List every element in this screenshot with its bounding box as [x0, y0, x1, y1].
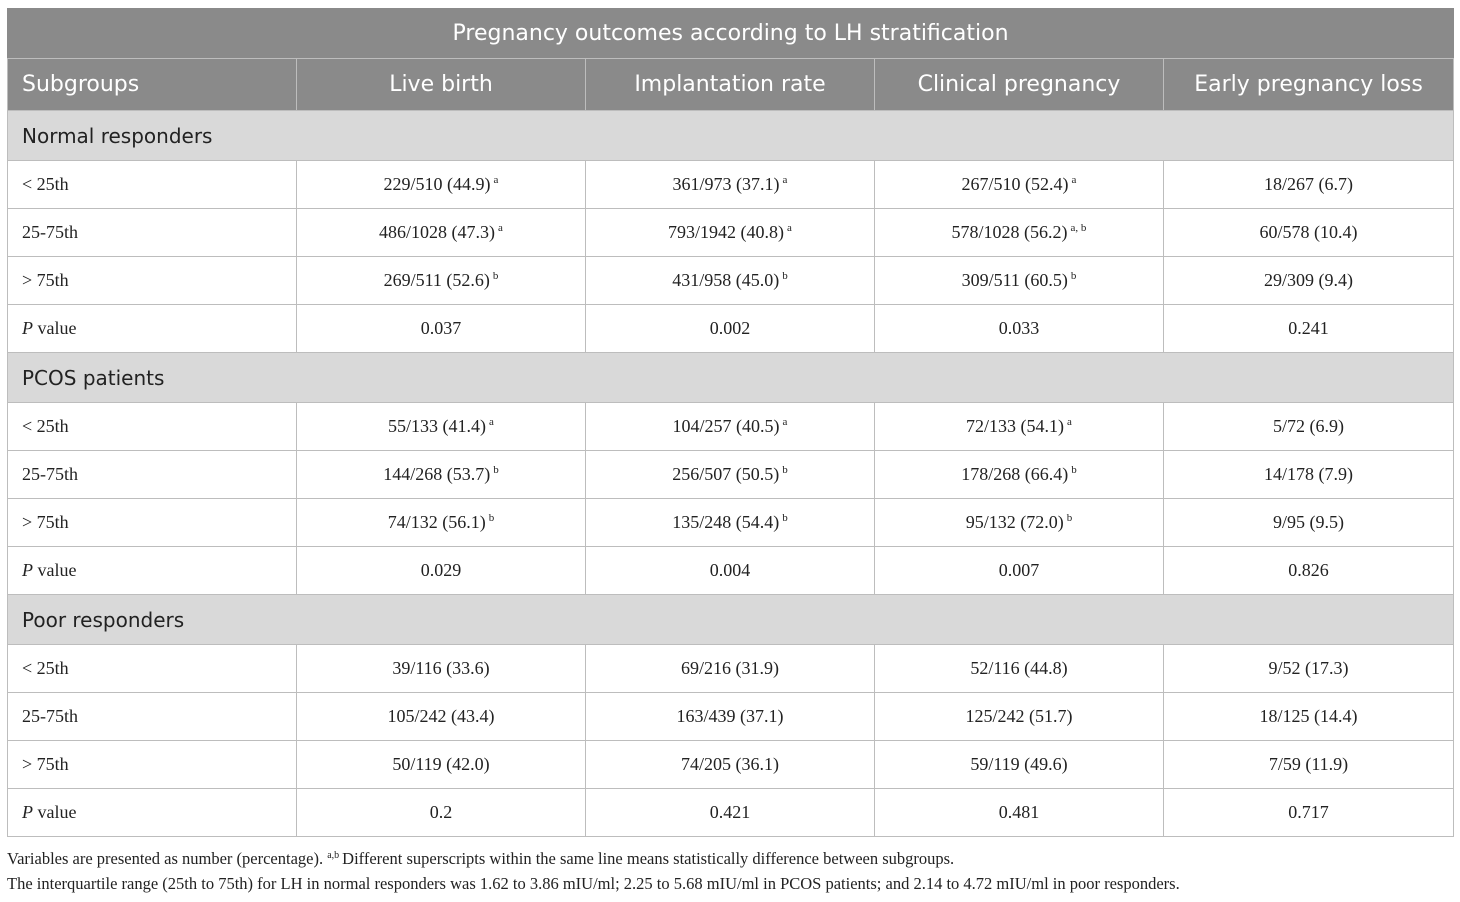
table-cell [1164, 257, 1454, 305]
table-cell [875, 451, 1164, 499]
table-cell [297, 645, 586, 693]
row-label: < 25th [8, 645, 297, 693]
row-label: < 25th [8, 161, 297, 209]
table-cell [297, 499, 586, 547]
cell-value: 9/95 (9.5) [1273, 512, 1345, 532]
cell-superscript: b [782, 512, 788, 524]
cell-value: 95/132 (72.0) [965, 512, 1064, 532]
p-value-cell: 0.037 [297, 305, 586, 353]
table-row [8, 209, 1454, 257]
p-value-row [8, 789, 1454, 837]
table-cell [297, 209, 586, 257]
p-value-cell: 0.717 [1164, 789, 1454, 837]
footnote-1-superscript: a,b [327, 849, 340, 861]
table-cell [297, 741, 586, 789]
table-row [8, 403, 1454, 451]
cell-value: 178/268 (66.4) [961, 464, 1069, 484]
table-cell [875, 693, 1164, 741]
table-cell [875, 741, 1164, 789]
table-cell [297, 693, 586, 741]
cell-superscript: a [782, 174, 788, 186]
section-label: Poor responders [8, 595, 1454, 645]
table-cell [1164, 403, 1454, 451]
column-header-clinical-pregnancy: Clinical pregnancy [875, 59, 1164, 111]
column-header-early-pregnancy-loss: Early pregnancy loss [1164, 59, 1454, 111]
table-row [8, 693, 1454, 741]
table-cell [586, 257, 875, 305]
table-title: Pregnancy outcomes according to LH stratification [8, 9, 1454, 59]
section-label: PCOS patients [8, 353, 1454, 403]
section-row [8, 353, 1454, 403]
p-value-label-rest: value [33, 318, 77, 338]
footnote-line-2: The interquartile range (25th to 75th) for LH in normal responders was 1.62 to 3.86 mIU/ml; 2.25 to 5.68 mIU/ml in PCOS patients; and 2.14 to 4.72 mIU/ml in poor responders. [7, 874, 1180, 893]
cell-superscript: b [1071, 464, 1077, 476]
p-value-cell: 0.002 [586, 305, 875, 353]
table-cell [297, 257, 586, 305]
cell-value: 60/578 (10.4) [1259, 222, 1358, 242]
p-value-row [8, 305, 1454, 353]
table-cell [586, 499, 875, 547]
table-title-row [8, 9, 1454, 59]
cell-value: 163/439 (37.1) [676, 706, 784, 726]
column-header-row [8, 59, 1454, 111]
column-header-implantation-rate: Implantation rate [586, 59, 875, 111]
cell-value: 18/125 (14.4) [1259, 706, 1358, 726]
cell-value: 578/1028 (56.2) [951, 222, 1068, 242]
cell-superscript: b [1066, 512, 1073, 524]
p-value-label-italic: P [22, 560, 33, 580]
cell-superscript: a [1071, 174, 1077, 186]
cell-superscript: a [782, 416, 788, 428]
p-value-cell: 0.029 [297, 547, 586, 595]
p-value-cell: 0.033 [875, 305, 1164, 353]
table-row [8, 499, 1454, 547]
cell-value: 55/133 (41.4) [388, 416, 487, 436]
cell-value: 69/216 (31.9) [681, 658, 779, 678]
cell-superscript: b [782, 464, 788, 476]
table-row [8, 161, 1454, 209]
row-label: > 75th [8, 499, 297, 547]
cell-value: 59/119 (49.6) [970, 754, 1068, 774]
table-cell [586, 403, 875, 451]
cell-superscript: a, b [1070, 222, 1087, 234]
column-header-subgroups: Subgroups [8, 59, 297, 111]
pregnancy-outcomes-table [7, 8, 1454, 837]
cell-superscript: b [492, 270, 499, 282]
cell-value: 9/52 (17.3) [1268, 658, 1349, 678]
cell-value: 74/205 (36.1) [681, 754, 779, 774]
table-cell [297, 161, 586, 209]
cell-value: 486/1028 (47.3) [379, 222, 496, 242]
cell-value: 793/1942 (40.8) [668, 222, 785, 242]
table-container [7, 8, 1453, 837]
table-cell [1164, 693, 1454, 741]
table-row [8, 257, 1454, 305]
cell-value: 74/132 (56.1) [387, 512, 486, 532]
cell-value: 7/59 (11.9) [1268, 754, 1349, 774]
table-cell [297, 451, 586, 499]
p-value-cell: 0.2 [297, 789, 586, 837]
p-value-row [8, 547, 1454, 595]
cell-value: 39/116 (33.6) [392, 658, 490, 678]
table-cell [875, 209, 1164, 257]
cell-value: 309/511 (60.5) [961, 270, 1068, 290]
table-cell [297, 403, 586, 451]
footnote-1-rest: Different superscripts within the same line means statistically difference between subgroups. [342, 849, 955, 868]
table-cell [1164, 451, 1454, 499]
table-cell [586, 645, 875, 693]
table-cell [875, 499, 1164, 547]
table-row [8, 451, 1454, 499]
table-row [8, 645, 1454, 693]
row-label: > 75th [8, 741, 297, 789]
p-value-label-italic: P [22, 802, 33, 822]
table-cell [586, 451, 875, 499]
row-label: > 75th [8, 257, 297, 305]
p-value-label [8, 547, 297, 595]
cell-value: 72/133 (54.1) [966, 416, 1065, 436]
section-row [8, 111, 1454, 161]
cell-value: 431/958 (45.0) [672, 270, 780, 290]
table-cell [586, 161, 875, 209]
cell-value: 144/268 (53.7) [383, 464, 491, 484]
cell-value: 50/119 (42.0) [392, 754, 490, 774]
cell-value: 256/507 (50.5) [672, 464, 780, 484]
cell-superscript: b [1070, 270, 1077, 282]
cell-superscript: a [489, 416, 494, 428]
cell-value: 52/116 (44.8) [970, 658, 1068, 678]
table-row [8, 741, 1454, 789]
table-cell [1164, 161, 1454, 209]
table-cell [1164, 499, 1454, 547]
p-value-label [8, 305, 297, 353]
cell-superscript: b [782, 270, 788, 282]
table-cell [586, 209, 875, 257]
footnotes [7, 846, 1453, 896]
cell-value: 5/72 (6.9) [1273, 416, 1345, 436]
table-cell [586, 693, 875, 741]
table-cell [875, 257, 1164, 305]
table-cell [1164, 645, 1454, 693]
cell-value: 229/510 (44.9) [383, 174, 491, 194]
p-value-label [8, 789, 297, 837]
cell-superscript: a [498, 222, 503, 234]
footnote-1-text: Variables are presented as number (percentage). [7, 849, 324, 868]
cell-value: 269/511 (52.6) [383, 270, 490, 290]
p-value-label-rest: value [33, 802, 77, 822]
table-cell [875, 645, 1164, 693]
p-value-cell: 0.421 [586, 789, 875, 837]
table-cell [1164, 209, 1454, 257]
p-value-cell: 0.007 [875, 547, 1164, 595]
p-value-cell: 0.826 [1164, 547, 1454, 595]
cell-value: 125/242 (51.7) [965, 706, 1073, 726]
table-body [8, 111, 1454, 837]
cell-value: 361/973 (37.1) [672, 174, 780, 194]
cell-value: 104/257 (40.5) [672, 416, 780, 436]
column-header-live-birth: Live birth [297, 59, 586, 111]
cell-value: 18/267 (6.7) [1264, 174, 1354, 194]
cell-superscript: a [787, 222, 792, 234]
table-cell [1164, 741, 1454, 789]
row-label: < 25th [8, 403, 297, 451]
table-cell [586, 741, 875, 789]
cell-superscript: a [493, 174, 499, 186]
row-label: 25-75th [8, 693, 297, 741]
cell-value: 135/248 (54.4) [672, 512, 780, 532]
cell-superscript: b [488, 512, 495, 524]
p-value-cell: 0.481 [875, 789, 1164, 837]
section-label: Normal responders [8, 111, 1454, 161]
p-value-cell: 0.004 [586, 547, 875, 595]
p-value-label-rest: value [33, 560, 77, 580]
cell-value: 29/309 (9.4) [1264, 270, 1354, 290]
cell-value: 267/510 (52.4) [961, 174, 1069, 194]
cell-superscript: b [493, 464, 499, 476]
row-label: 25-75th [8, 209, 297, 257]
table-cell [875, 403, 1164, 451]
footnote-line-1 [7, 846, 1453, 871]
cell-value: 105/242 (43.4) [387, 706, 495, 726]
cell-value: 14/178 (7.9) [1264, 464, 1354, 484]
cell-superscript: a [1067, 416, 1072, 428]
section-row [8, 595, 1454, 645]
table-cell [875, 161, 1164, 209]
p-value-label-italic: P [22, 318, 33, 338]
row-label: 25-75th [8, 451, 297, 499]
p-value-cell: 0.241 [1164, 305, 1454, 353]
